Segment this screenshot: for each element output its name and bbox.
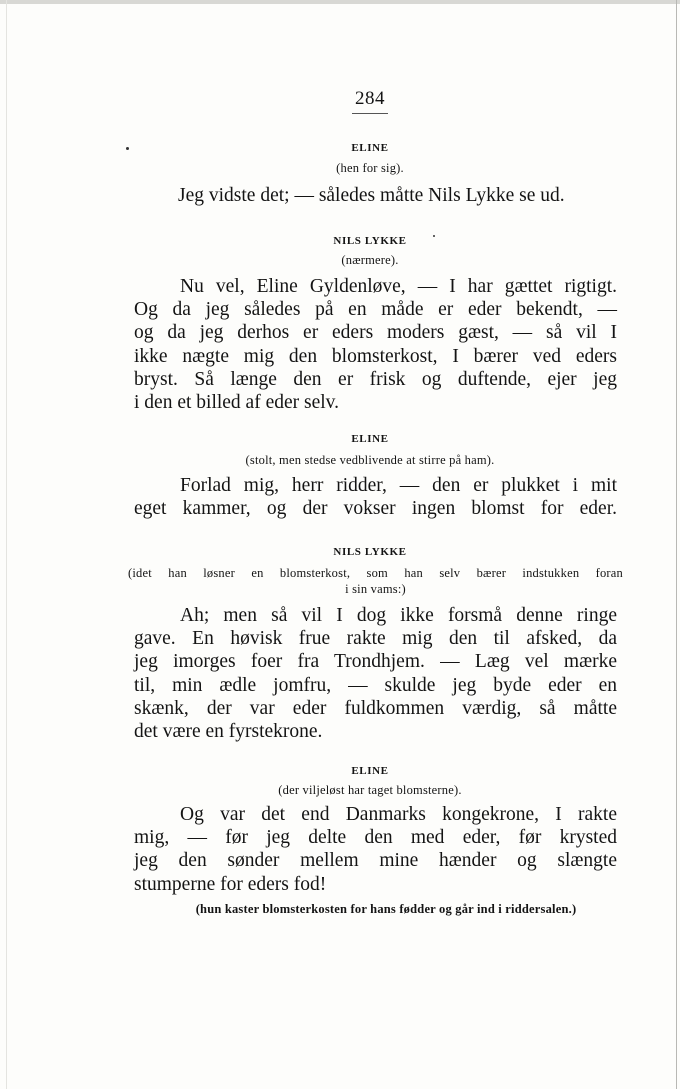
dialogue-line: det være en fyrstekrone. xyxy=(134,721,323,743)
speaker-eline: ELINE xyxy=(351,433,389,445)
speaker-nils-lykke: NILS LYKKE xyxy=(333,235,407,247)
page-number-rule xyxy=(352,113,388,114)
dialogue-line: gave. En høvisk frue rakte mig den til afsked, da xyxy=(134,628,617,650)
dialogue-line: ikke nægte mig den blomsterkost, I bærer ved eders xyxy=(134,345,617,367)
stage-direction: (nærmere). xyxy=(341,253,399,267)
dialogue-line: jeg den sønder mellem mine hænder og slængte xyxy=(134,850,617,872)
dialogue-paragraph xyxy=(134,275,617,414)
speaker-nils-lykke: NILS LYKKE xyxy=(333,546,407,558)
dialogue-line: mig, — før jeg delte den med eder, før krysted xyxy=(134,827,617,849)
dialogue-line: Ah; men så vil I dog ikke forsmå denne ringe xyxy=(180,605,617,626)
dialogue-line: og da jeg derhos er eders moders gæst, — så vil I xyxy=(134,322,617,344)
dialogue-paragraph xyxy=(134,803,617,896)
dialogue-paragraph xyxy=(178,184,615,207)
speaker-eline: ELINE xyxy=(351,142,389,154)
stage-direction: (hen for sig). xyxy=(336,161,404,175)
dialogue-line: Nu vel, Eline Gyldenløve, — I har gættet rigtigt. xyxy=(180,276,617,297)
dialogue-line: skænk, der var eder fuldkommen værdig, så måtte xyxy=(134,697,617,719)
dialogue-line: til, min ædle jomfru, — skulde jeg byde eder en xyxy=(134,674,617,696)
speaker-eline: ELINE xyxy=(351,765,389,777)
dialogue-line: stumperne for eders fod! xyxy=(134,873,327,895)
page-number: 284 xyxy=(355,88,385,109)
dialogue-line: Og var det end Danmarks kongekrone, I rakte xyxy=(180,804,617,825)
stage-direction-line: i sin vams:) xyxy=(345,582,406,596)
dialogue-line: i den et billed af eder selv. xyxy=(134,392,340,414)
dialogue-line: eget kammer, og der vokser ingen blomst for eder. xyxy=(134,498,617,520)
dialogue-line: Forlad mig, herr ridder, — den er plukket i mit xyxy=(180,475,617,496)
dialogue-line: Jeg vidste det; — således måtte Nils Lykke se ud. xyxy=(178,185,565,206)
stage-direction: (der viljeløst har taget blomsterne). xyxy=(278,783,462,797)
dialogue-line: Og da jeg således på en måde er eder bekendt, — xyxy=(134,299,617,321)
stage-direction xyxy=(128,565,623,597)
closing-stage-direction: (hun kaster blomsterkosten for hans fødder og går ind i riddersalen.) xyxy=(195,902,577,916)
stage-direction-line: (idet han løsner en blomsterkost, som han selv bærer indstukken foran xyxy=(128,566,623,580)
dialogue-line: jeg imorges foer fra Trondhjem. — Læg vel mærke xyxy=(134,651,617,673)
stage-direction: (stolt, men stedse vedblivende at stirre på ham). xyxy=(245,453,495,467)
dialogue-paragraph xyxy=(134,474,617,520)
dialogue-paragraph xyxy=(134,604,617,743)
dialogue-line: bryst. Så længe den er frisk og duftende, ejer jeg xyxy=(134,368,617,390)
